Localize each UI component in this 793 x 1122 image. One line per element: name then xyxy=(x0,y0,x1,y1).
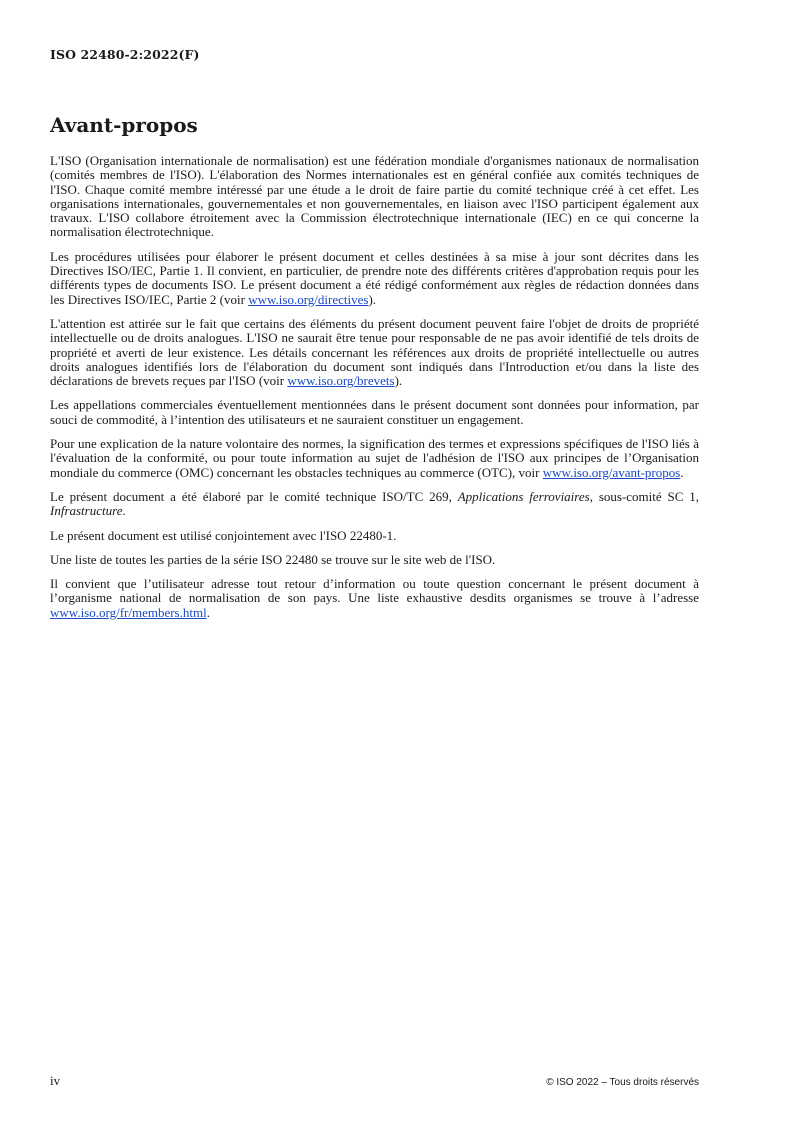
paragraph-patents xyxy=(50,317,699,388)
foreword-link[interactable]: www.iso.org/avant-propos xyxy=(542,464,681,480)
members-link[interactable]: www.iso.org/fr/members.html xyxy=(50,604,207,620)
paragraph-feedback xyxy=(50,577,699,620)
foreword-body xyxy=(50,154,699,630)
paragraph-text: L'attention est attirée sur le fait que certains des éléments du présent document peuvent faire l'objet de droits de propriété intellectuelle ou de droits analogues. L'ISO ne saurait être tenue pour responsable de ne pas avoir identifié de tels droits de propriété et averti de leur existence. Les détails concernant les références aux droits de propriété intellectuelle ou autres droits analogues identifiés lors de l'élaboration du document sont indiqués dans l'Introduction et/ou dans la liste des déclarations de brevets reçues par l'ISO (voir xyxy=(50,315,699,389)
paragraph-text-end: . xyxy=(680,464,684,480)
paragraph-procedures xyxy=(50,250,699,307)
subcommittee-name: Infrastructure xyxy=(50,503,123,519)
paragraph-text: Il convient que l’utilisateur adresse tout retour d’information ou toute question concernant le présent document à l’organisme national de normalisation de son pays. Une liste exhaustive desdits organismes se trouve à l’adresse xyxy=(50,576,699,606)
patents-link[interactable]: www.iso.org/brevets xyxy=(287,373,395,389)
paragraph-committee xyxy=(50,490,699,519)
document-id: ISO 22480-2:2022(F) xyxy=(50,47,200,62)
paragraph-iso-intro: L'ISO (Organisation internationale de normalisation) est une fédération mondiale d'organismes nationaux de normalisation (comités membres de l'ISO). L'élaboration des Normes internationales est en général confiée aux comités techniques de l'ISO. Chaque comité membre intéressé par une étude a le droit de faire partie du comité technique créé à cet effet. Les organisations internationales, gouvernementales et non gouvernementales, en liaison avec l'ISO participent également aux travaux. L'ISO collabore étroitement avec la Commission électrotechnique internationale (IEC) en ce qui concerne la normalisation électrotechnique. xyxy=(50,153,699,240)
page-number: iv xyxy=(50,1073,61,1088)
paragraph-text-end: . xyxy=(206,604,210,620)
paragraph-conjoint-use: Le présent document est utilisé conjointement avec l'ISO 22480-1. xyxy=(50,527,397,543)
section-title: Avant-propos xyxy=(50,113,198,137)
paragraph-text: Pour une explication de la nature volontaire des normes, la signification des termes et expressions spécifiques de l'ISO liés à l'évaluation de la conformité, ou pour toute information au sujet de l'adhésion de l'ISO aux principes de l’Organisation mondiale du commerce (OMC) concernant les obstacles techniques au commerce (OTC), voir xyxy=(50,436,699,480)
paragraph-text-end: ). xyxy=(368,291,377,307)
directives-link[interactable]: www.iso.org/directives xyxy=(248,291,369,307)
paragraph-voluntary-nature xyxy=(50,437,699,480)
page-footer xyxy=(50,1073,699,1089)
paragraph-series-list: Une liste de toutes les parties de la série ISO 22480 se trouve sur le site web de l'ISO. xyxy=(50,551,496,567)
paragraph-text: Les procédures utilisées pour élaborer le présent document et celles destinées à sa mise à jour sont décrites dans les Directives ISO/IEC, Partie 1. Il convient, en particulier, de prendre note des différents critères d'approbation requis pour les différents types de documents ISO. Le présent document a été rédigé conformément aux règles de rédaction données dans les Directives ISO/IEC, Partie 2 (voir xyxy=(50,248,699,307)
copyright-notice: © ISO 2022 – Tous droits réservés xyxy=(546,1077,699,1088)
paragraph-text: Le présent document a été élaboré par le comité technique ISO/TC 269, xyxy=(50,488,458,504)
paragraph-trade-names: Les appellations commerciales éventuellement mentionnées dans le présent document sont données pour information, par souci de commodité, à l’intention des utilisateurs et ne sauraient constituer un engagement. xyxy=(50,397,699,427)
committee-name: Applications ferroviaires xyxy=(457,488,590,504)
paragraph-text-mid: , sous-comité SC 1, xyxy=(589,488,699,504)
paragraph-text-end: ). xyxy=(394,373,403,389)
paragraph-text-end: . xyxy=(122,503,126,519)
